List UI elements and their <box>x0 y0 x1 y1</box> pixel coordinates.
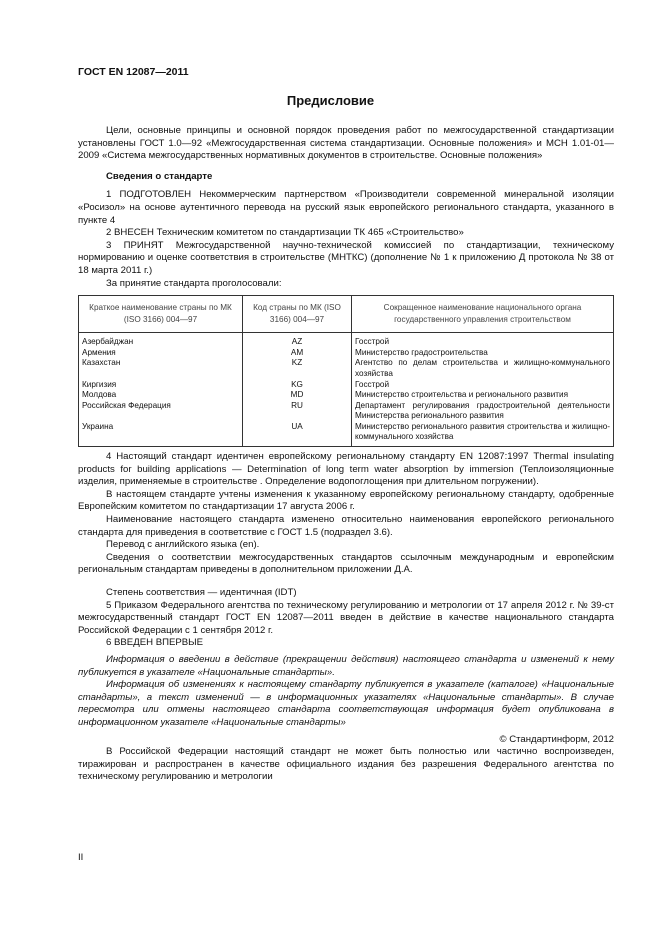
table-row <box>79 380 614 391</box>
intro-paragraph: Цели, основные принципы и основной порядок проведения работ по межгосударственной стандартизации установлены ГОСТ 1.0—92 «Межгосударственная система стандартизации. Основные положения» и МСН 1.01-01—2009 «Система межгосударственных нормативных документов в строительстве. Основные положения» <box>78 125 614 162</box>
info-changes: Информация об изменениях к настоящему стандарту публикуется в указателе (каталоге) «Национальные стандарты», а текст изменений — в информационных указателях «Национальные стандарты». В случае пересмотра или отмены настоящего стандарта соответствующая информация будет опубликована в информационном указателе «Национальные стандарты» <box>78 679 614 728</box>
org-cell: Госстрой <box>352 333 614 348</box>
page-number: II <box>78 852 84 863</box>
item-4-translation: Перевод с английского языка (en). <box>106 539 260 551</box>
code-cell: AZ <box>243 333 352 348</box>
section-subheading: Сведения о стандарте <box>106 170 213 182</box>
code-cell: KG <box>243 380 352 391</box>
table-header-row <box>79 296 614 333</box>
spacer <box>78 577 614 587</box>
item-2: 2 ВНЕСЕН Техническим комитетом по стандартизации ТК 465 «Строительство» <box>106 227 464 239</box>
copyright-line: © Стандартинформ, 2012 <box>499 733 614 745</box>
country-cell: Армения <box>79 348 243 359</box>
code-cell: KZ <box>243 358 352 379</box>
document-header: ГОСТ EN 12087—2011 <box>78 66 189 78</box>
item-4: 4 Настоящий стандарт идентичен европейскому региональному стандарту EN 12087:1997 Thermal insulating products for building applications — Determination of long term water absorption by immersion (Теплоизоляционные изделия, применяемые в строительстве . Определение водопоглощения при длительном погружении). <box>78 451 614 488</box>
table-row <box>79 401 614 422</box>
org-cell: Министерство строительства и регионального развития <box>352 390 614 401</box>
page-title: Предисловие <box>286 93 375 108</box>
country-cell: Молдова <box>79 390 243 401</box>
info-introduction: Информация о введении в действие (прекращении действия) настоящего стандарта и изменений к нему публикуется в указателе «Национальные стандарты». <box>78 653 614 678</box>
table-header-code: Код страны по МК (ISO 3166) 004—97 <box>243 296 352 333</box>
item-3: 3 ПРИНЯТ Межгосударственной научно-технической комиссией по стандартизации, техническому нормированию и оценке соответствия в строительстве (МНТКС) (дополнение № 1 к приложению Д протокола № 38 от 18 марта 2011 г.) <box>78 239 614 276</box>
code-cell: MD <box>243 390 352 401</box>
item-4-changes: В настоящем стандарте учтены изменения к указанному европейскому региональному стандарту, одобренные Европейским комитетом по стандартизации 17 августа 2006 г. <box>78 488 614 513</box>
country-cell: Российская Федерация <box>79 401 243 422</box>
table-row <box>79 333 614 348</box>
document-body <box>78 125 614 784</box>
org-cell: Министерство регионального развития строительства и жилищно-коммунального хозяйства <box>352 422 614 447</box>
item-6: 6 ВВЕДЕН ВПЕРВЫЕ <box>106 637 204 649</box>
org-cell: Министерство градостроительства <box>352 348 614 359</box>
countries-table <box>78 295 614 447</box>
item-4-name-change: Наименование настоящего стандарта изменено относительно наименования европейского регионального стандарта для приведения в соответствие с ГОСТ 1.5 (подраздел 3.6). <box>78 514 614 538</box>
org-cell: Госстрой <box>352 380 614 391</box>
table-header-country: Краткое наименование страны по МК (ISO 3166) 004—97 <box>79 296 243 333</box>
table-row <box>79 390 614 401</box>
item-5: 5 Приказом Федерального агентства по техническому регулированию и метрологии от 17 апреля 2012 г. № 39-ст межгосударственный стандарт ГОСТ EN 12087—2011 введен в действие в качестве национального стандарта Российской Федерации с 1 сентября 2012 г. <box>78 599 614 636</box>
table-header-org: Сокращенное наименование национального органа государственного управления строительством <box>352 296 614 333</box>
country-cell: Украина <box>79 422 243 447</box>
item-4-references: Сведения о соответствии межгосударственных стандартов ссылочным международным и европейским региональным стандартам приведены в дополнительном приложении Д.А. <box>78 551 614 576</box>
rights-notice: В Российской Федерации настоящий стандарт не может быть полностью или частично воспроизведен, тиражирован и распространен в качестве официального издания без разрешения Федерального агентства по техническому регулированию и метрологии <box>78 746 614 783</box>
degree-of-correspondence: Степень соответствия — идентичная (IDT) <box>106 587 297 598</box>
table-row <box>79 348 614 359</box>
country-cell: Азербайджан <box>79 333 243 348</box>
code-cell: UA <box>243 422 352 447</box>
country-cell: Казахстан <box>79 358 243 379</box>
org-cell: Департамент регулирования градостроительной деятельности Министерства регионального развития <box>352 401 614 422</box>
org-cell: Агентство по делам строительства и жилищно-коммунального хозяйства <box>352 358 614 379</box>
item-1: 1 ПОДГОТОВЛЕН Некоммерческим партнерством «Производители современной минеральной изоляции «Росизол» на основе аутентичного перевода на русский язык европейского регионального стандарта, указанного в пункте 4 <box>78 189 614 226</box>
code-cell: RU <box>243 401 352 422</box>
table-row <box>79 358 614 379</box>
voted-label: За принятие стандарта проголосовали: <box>106 277 282 289</box>
table-row <box>79 422 614 447</box>
code-cell: AM <box>243 348 352 359</box>
country-cell: Киргизия <box>79 380 243 391</box>
